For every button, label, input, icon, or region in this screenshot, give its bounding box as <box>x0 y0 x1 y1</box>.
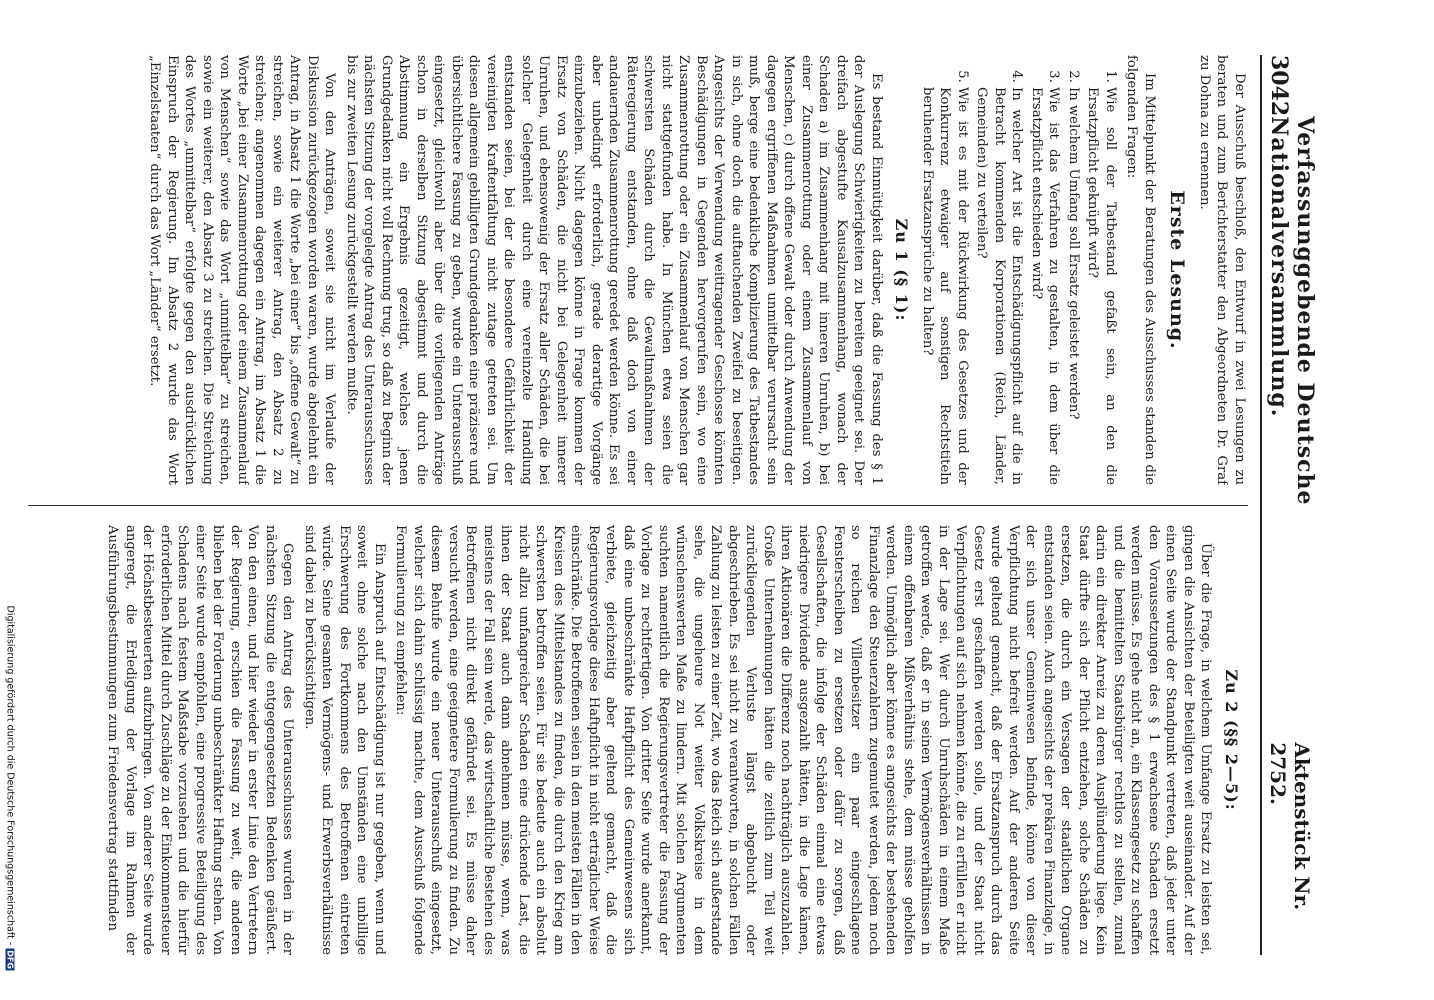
subsection-heading-2: Zu 2 (§§ 2—5): <box>1222 669 1241 811</box>
list-item: 2. In welchem Umfang soll Ersatz geleistet werden? <box>1065 87 1083 485</box>
page-number: 3042 <box>1266 55 1292 117</box>
intro-paragraph: Der Ausschuß beschloß, den Entwurf in zwei Lesungen zu beraten und zum Berichterstatter den Abgeordneten Dr. Graf zu Dohna zu ernennen. <box>1197 55 1247 485</box>
body-paragraph: Von den Anträgen, soweit sie nicht im Verlaufe der Diskussion zurückgezogen worden waren, wurde abgelehnt ein Antrag, in Absatz 1 die Worte „bei einer“ bis „offene Gewalt“ zu streichen, sowie ein weiterer Antrag, den Absatz 2 zu streichen; angenommen dagegen ein Antrag, im Absatz 1 die Worte „bei einer Zusammenrottung oder einem Zusammenlauf von Menschen“ sowie das Wort „unmittelbar“ zu streichen, sowie ein weiterer, den Absatz 3 zu streichen. Die Streichung des Wortes „unmittelbar“ erfolgte gegen den ausdrücklichen Einspruch der Regierung. Im Absatz 2 wurde das Wort „Einzelstaaten“ durch das Wort „Länder“ ersetzt. <box>147 55 338 485</box>
body-paragraph: Über die Frage, in welchem Umfange Ersatz zu leisten sei, gingen die Ansichten der Beteiligten weit auseinander. Auf der einen Seite wurde der Standpunkt vertreten, daß jeder unter den Voraussetzungen des § 1 erwachsene Schaden ersetzt werden müsse. Es gehe nicht an, ein Klassengesetz zu schaffen und die bemittelten Staatsbürger rechtlos zu stellen, zumal darin ein direkter Anreiz zu deren Ausplünderung liege. Kein Staat dürfte sich der Pflicht entziehen, solche Schäden zu ersetzen, die durch ein Versagen der staatlichen Organe entstanden seien. Auch angesichts der prekären Finanzlage, in der sich unser Gemeinwesen befinde, könne von dieser Verpflichtung nicht befreit werden. Auf der anderen Seite wurde geltend gemacht, daß der Ersatzanspruch durch das Gesetz erst geschaffen werden solle, und der Staat nicht Verpflichtungen auf sich nehmen könne, die zu erfüllen er nicht in der Lage sei. Wer durch Unruhschäden in einem Maße getroffen werde, daß er in seinen Vermögensverhältnissen in einem offenbaren Mißverhältnis stehe, dem müsse geholfen werden. Unmöglich aber könne es angesichts der bestehenden Finanzlage den Steuerzahlern zugemutet werden, jedem noch so reichen Villenbesitzer ein paar eingeschlagene Fensterscheiben zu ersetzen oder dafür zu sorgen, daß Gesellschaften, die infolge der Schäden einmal eine etwas niedrigere Dividende ausgezahlt hätten, in die Lage kämen, ihren Aktionären die Differenz noch nachträglich auszuzahlen. Große Unternehmungen hätten die zeitlich zum Teil weit zurückliegenden Verluste längst abgebucht oder abgeschrieben. Es sei nicht zu verantworten, in solchen Fällen Zahlung zu leisten zu einer Zeit, wo das Reich sich außerstande sehe, die ungeheure Not weiter Volkskreise in dem wünschenswerten Maße zu lindern. Mit solchen Argumenten suchten namentlich die Regierungsvertreter die Fassung der Vorlage zu rechtfertigen. Von dritter Seite wurde anerkannt, daß eine unbeschränkte Haftpflicht des Gemeinwesens sich verbiete, gleichzeitig aber geltend gemacht, daß die Regierungsvorlage diese Haftpflicht in nicht erträglicher Weise einschränke. Die Betroffenen seien in den meisten Fällen in den Kreisen des Mittelstandes zu finden, die durch den Krieg am schwersten betroffen seien. Für sie bedeute auch ein absolut nicht allzu umfangreicher Schaden eine drückende Last, die ihnen der Staat auch dann abnehmen müsse, wenn, was meistens der Fall sein werde, das wirtschaftliche Bestehen des Betroffenen nicht direkt gefährdet sei. Es müsse daher versucht werden, eine geeignetere Formulierung zu finden. Zu diesem Behufe wurde ein neuer Unterausschuß eingesetzt, welcher sich dahin schlüssig machte, dem Ausschuß folgende Formulierung zu empfehlen: <box>393 525 1214 955</box>
body-paragraph: Es bestand Einmütigkeit darüber, daß die Fassung des § 1 der Auslegung Schwierigkeiten zu bereiten geeignet sei. Der dreifach abgestufte Kausalzusammenhang, wonach der Schaden a) im Zusammenhang mit inneren Unruhen, b) bei einer Zusammenrottung oder einem Zusammenlauf von Menschen, c) durch offene Gewalt oder durch Anwendung der dagegen ergriffenen Maßnahmen unmittelbar verursacht sein muß, berge eine bedenkliche Komplizierung des Tatbestandes in sich, ohne doch die auftauchenden Zweifel zu beseitigen. Angesichts der Verwendung weittragender Geschosse könnten Beschädigungen in Gegenden hervorgerufen sein, wo eine Zusammenrottung oder ein Zusammenlauf von Menschen gar nicht stattgefunden habe. In München etwa seien die schwersten Schäden durch die Gewaltmaßnahmen der Räteregierung entstanden, ohne daß doch von einer andauernden Zusammenrottung geredet werden könne. Es sei aber unbedingt erforderlich, gerade derartige Vorgänge einzubeziehen. Nicht dagegen könne in Frage kommen der Ersatz von Schäden, die nicht bei Gelegenheit innerer Unruhen, und ebensowenig der Ersatz aller Schäden, die bei solcher Gelegenheit durch eine vereinzelte Handlung entstanden seien, bei der die besondere Gefährlichkeit der vereinigten Kraftentfaltung nicht zutage getreten sei. Um diesen allgemein gebilligten Grundgedanken eine präzisere und übersichtlichere Fassung zu geben, wurde ein Unterausschuß eingesetzt, gleichwohl aber über die vorliegenden Anträge schon in derselben Sitzung abgestimmt und durch die Abstimmung ein Ergebnis gezeitigt, welches jenen Grundgedanken nicht voll Rechnung trug, so daß zu Beginn der nächsten Sitzung der vorgelegte Antrag des Unterausschusses bis zur zweiten Lesung zurückgestellt werden mußte. <box>344 55 884 485</box>
document-number: Aktenstück Nr. 2752. <box>1266 742 1314 911</box>
dfg-logo: DFG <box>5 950 15 969</box>
section-heading-first-reading: Erste Lesung. <box>1166 190 1189 350</box>
list-item: 1. Wie soll der Tatbestand gefaßt sein, an den die Ersatzpflicht geknüpft wird? <box>1084 87 1119 485</box>
subsection-heading-1: Zu 1 (§ 1): <box>892 218 912 322</box>
list-item: 5. Wie ist es mit der Rückwirkung des Gesetzes und der Konkurrenz etwaiger auf sonstigen Rechtstiteln beruhender Ersatzansprüche zu halten? <box>919 87 972 485</box>
questions-intro: Im Mittelpunkt der Beratungen des Ausschusses standen die folgenden Fragen: <box>1124 55 1157 485</box>
list-item: 4. In welcher Art ist die Entschädigungspflicht auf die in Betracht kommenden Korporationen (Reich, Länder, Gemeinden) zu verteilen? <box>973 87 1026 485</box>
body-paragraph: Gegen den Antrag des Unterausschusses wurden in der nächsten Sitzung die entgegengesetzten Bedenken geäußert. Von den einen, und hier wieder in erster Linie den Vertretern der Regierung, erschien die Fassung zu weit, die anderen blieben bei der Forderung unbeschränkter Haftung stehen. Von einer Seite wurde empfohlen, eine progressive Beteiligung des Schadens nach festem Maßstabe vorzusehen und die hierfür erforderlichen Mittel durch Zuschläge zu der Einkommensteuer der Höchstbesteuerten aufzubringen. Von anderer Seite wurde angeregt, die Erledigung der Vorlage im Rahmen der Ausführungsbestimmungen zum Friedensvertrag stattfinden <box>105 525 296 955</box>
page-title: Verfassunggebende Deutsche Nationalversammlung. <box>1266 116 1318 506</box>
credit-line <box>5 606 16 986</box>
list-item: 3. Wie ist das Verfahren zu gestalten, in dem über die Ersatzpflicht entschieden wird? <box>1028 87 1063 485</box>
body-paragraph: Ein Anspruch auf Entschädigung ist nur gegeben, wenn und soweit ohne solche nach den Umständen eine unbillige Erschwerung des Fortkommens des Betroffenen eintreten würde. Seine gesamten Vermögens- und Erwerbsverhältnisse sind dabei zu berücksichtigen. <box>302 525 387 955</box>
credit-text: Digitalisierung gefördert durch die Deutsche Forschungsgemeinschaft - <box>4 605 16 946</box>
